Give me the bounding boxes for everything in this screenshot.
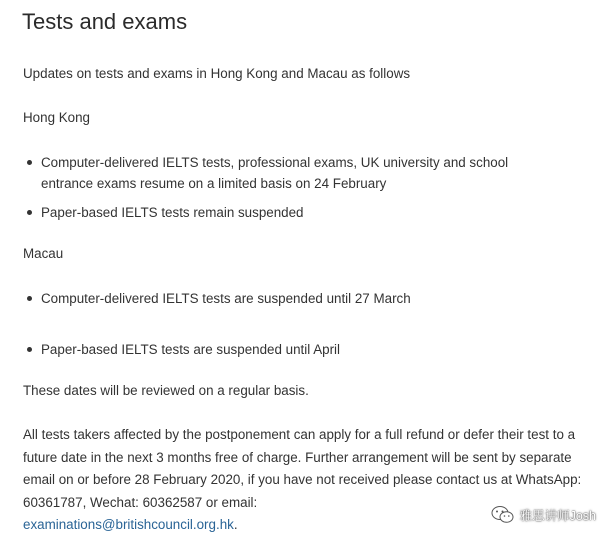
bullet-icon xyxy=(27,296,32,301)
bullet-icon xyxy=(27,160,32,165)
wechat-icon xyxy=(491,505,515,525)
list-item-text: Paper-based IELTS tests are suspended until April xyxy=(41,342,340,357)
email-link[interactable]: examinations@britishcouncil.org.hk xyxy=(23,517,234,532)
list-item xyxy=(23,339,561,360)
watermark-label: 雅思讲师Josh xyxy=(519,509,596,523)
bullet-icon xyxy=(27,347,32,352)
list-item-text: Paper-based IELTS tests remain suspended xyxy=(41,205,304,220)
hong-kong-heading: Hong Kong xyxy=(23,110,91,125)
intro-text: Updates on tests and exams in Hong Kong and Macau as follows xyxy=(23,66,411,81)
bullet-icon xyxy=(27,210,32,215)
list-item xyxy=(23,202,561,223)
list-item xyxy=(23,288,561,309)
refund-notice-text: All tests takers affected by the postponement can apply for a full refund or defer their test to a future date in the next 3 months free of charge. Further arrangement will be sent by separate email on or before 28 February 2020, if you have not received please contact us at WhatsApp: 60361787, Wechat: 60362587 or email: xyxy=(23,427,582,510)
list-item-text: Computer-delivered IELTS tests are suspended until 27 March xyxy=(41,291,411,306)
macau-heading: Macau xyxy=(23,246,64,261)
list-item xyxy=(23,152,561,194)
refund-notice-end: . xyxy=(233,517,238,532)
wechat-watermark xyxy=(491,505,596,525)
page-title: Tests and exams xyxy=(22,9,188,34)
review-note: These dates will be reviewed on a regular basis. xyxy=(23,383,309,398)
list-item-text: Computer-delivered IELTS tests, professional exams, UK university and school entrance exams resume on a limited basis on 24 February xyxy=(41,155,509,191)
